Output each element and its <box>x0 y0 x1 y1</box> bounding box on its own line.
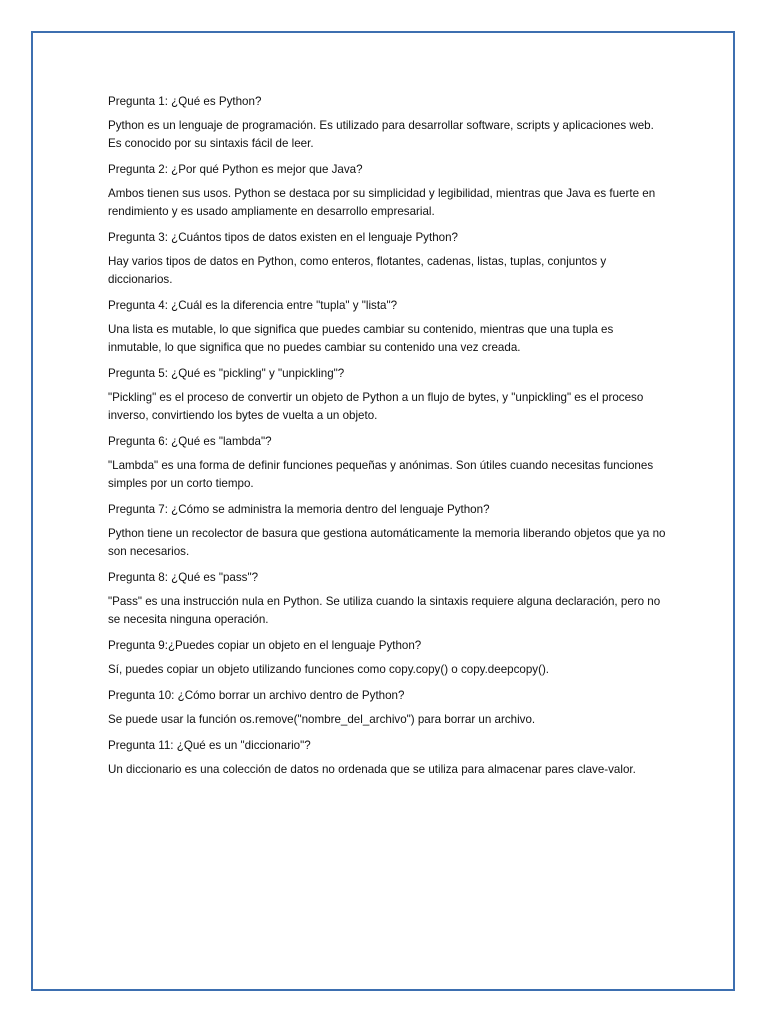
answer-11: Un diccionario es una colección de datos no ordenada que se utiliza para almacenar pares clave-valor. <box>108 763 636 776</box>
qa-item-1 <box>108 93 668 153</box>
qa-item-6 <box>108 433 668 493</box>
document-page <box>31 31 735 991</box>
question-9: Pregunta 9:¿Puedes copiar un objeto en el lenguaje Python? <box>108 639 422 652</box>
question-7: Pregunta 7: ¿Cómo se administra la memoria dentro del lenguaje Python? <box>108 503 490 516</box>
answer-5: "Pickling" es el proceso de convertir un objeto de Python a un flujo de bytes, y "unpickling" es el proceso inverso, convirtiendo los bytes de vuelta a un objeto. <box>108 391 644 422</box>
qa-item-9 <box>108 637 668 679</box>
answer-10: Se puede usar la función os.remove("nombre_del_archivo") para borrar un archivo. <box>108 713 536 726</box>
answer-7: Python tiene un recolector de basura que gestiona automáticamente la memoria liberando objetos que ya no son necesarios. <box>108 527 666 558</box>
qa-item-3 <box>108 229 668 289</box>
answer-8: "Pass" es una instrucción nula en Python. Se utiliza cuando la sintaxis requiere alguna declaración, pero no se necesita ninguna operación. <box>108 595 661 626</box>
answer-3: Hay varios tipos de datos en Python, como enteros, flotantes, cadenas, listas, tuplas, conjuntos y diccionarios. <box>108 255 607 286</box>
qa-item-10 <box>108 687 668 729</box>
qa-item-8 <box>108 569 668 629</box>
question-10: Pregunta 10: ¿Cómo borrar un archivo dentro de Python? <box>108 689 405 702</box>
qa-item-5 <box>108 365 668 425</box>
answer-4: Una lista es mutable, lo que significa que puedes cambiar su contenido, mientras que una tupla es inmutable, lo que significa que no puedes cambiar su contenido una vez creada. <box>108 323 614 354</box>
question-5: Pregunta 5: ¿Qué es "pickling" y "unpickling"? <box>108 367 345 380</box>
answer-1: Python es un lenguaje de programación. Es utilizado para desarrollar software, scripts y aplicaciones web. Es conocido por su sintaxis fácil de leer. <box>108 119 654 150</box>
qa-item-2 <box>108 161 668 221</box>
qa-item-7 <box>108 501 668 561</box>
question-11: Pregunta 11: ¿Qué es un "diccionario"? <box>108 739 311 752</box>
qa-item-4 <box>108 297 668 357</box>
question-6: Pregunta 6: ¿Qué es "lambda"? <box>108 435 272 448</box>
question-4: Pregunta 4: ¿Cuál es la diferencia entre "tupla" y "lista"? <box>108 299 398 312</box>
answer-6: "Lambda" es una forma de definir funciones pequeñas y anónimas. Son útiles cuando necesitas funciones simples por un corto tiempo. <box>108 459 654 490</box>
question-3: Pregunta 3: ¿Cuántos tipos de datos existen en el lenguaje Python? <box>108 231 458 244</box>
answer-2: Ambos tienen sus usos. Python se destaca por su simplicidad y legibilidad, mientras que Java es fuerte en rendimiento y es usado ampliamente en desarrollo empresarial. <box>108 187 656 218</box>
qa-content <box>108 93 668 787</box>
qa-item-11 <box>108 737 668 779</box>
question-8: Pregunta 8: ¿Qué es "pass"? <box>108 571 259 584</box>
answer-9: Sí, puedes copiar un objeto utilizando funciones como copy.copy() o copy.deepcopy(). <box>108 663 550 676</box>
question-1: Pregunta 1: ¿Qué es Python? <box>108 95 262 108</box>
question-2: Pregunta 2: ¿Por qué Python es mejor que Java? <box>108 163 363 176</box>
